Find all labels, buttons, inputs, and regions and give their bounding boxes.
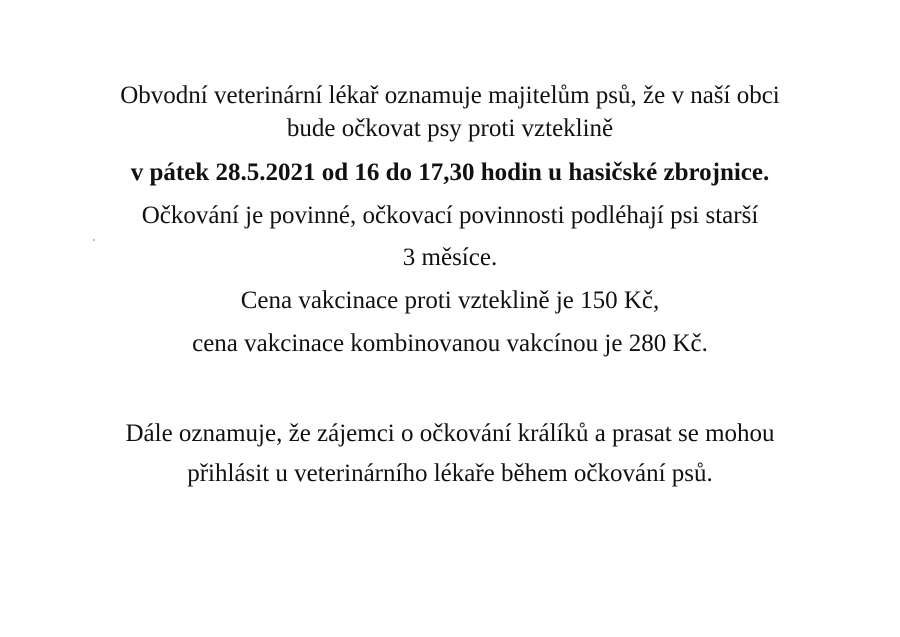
notice-line-4: Očkování je povinné, očkovací povinnosti podléhají psi starší [141, 202, 759, 229]
notice-price-combined: cena vakcinace kombinovanou vakcínou je 280 Kč. [192, 330, 708, 357]
notice-line-9: přihlásit u veterinárního lékaře během očkování psů. [187, 460, 713, 487]
notice-line-8: Dále oznamuje, že zájemci o očkování králíků a prasat se mohou [125, 420, 775, 447]
scan-speck [93, 239, 95, 241]
notice-line-5: 3 měsíce. [402, 244, 498, 271]
notice-date-line: v pátek 28.5.2021 od 16 do 17,30 hodin u hasičské zbrojnice. [130, 159, 770, 186]
notice-line-2: bude očkovat psy proti vzteklině [286, 115, 614, 142]
notice-line-1: Obvodní veterinární lékař oznamuje majitelům psů, že v naší obci [120, 82, 780, 109]
notice-price-rabies: Cena vakcinace proti vzteklině je 150 Kč, [240, 287, 660, 314]
